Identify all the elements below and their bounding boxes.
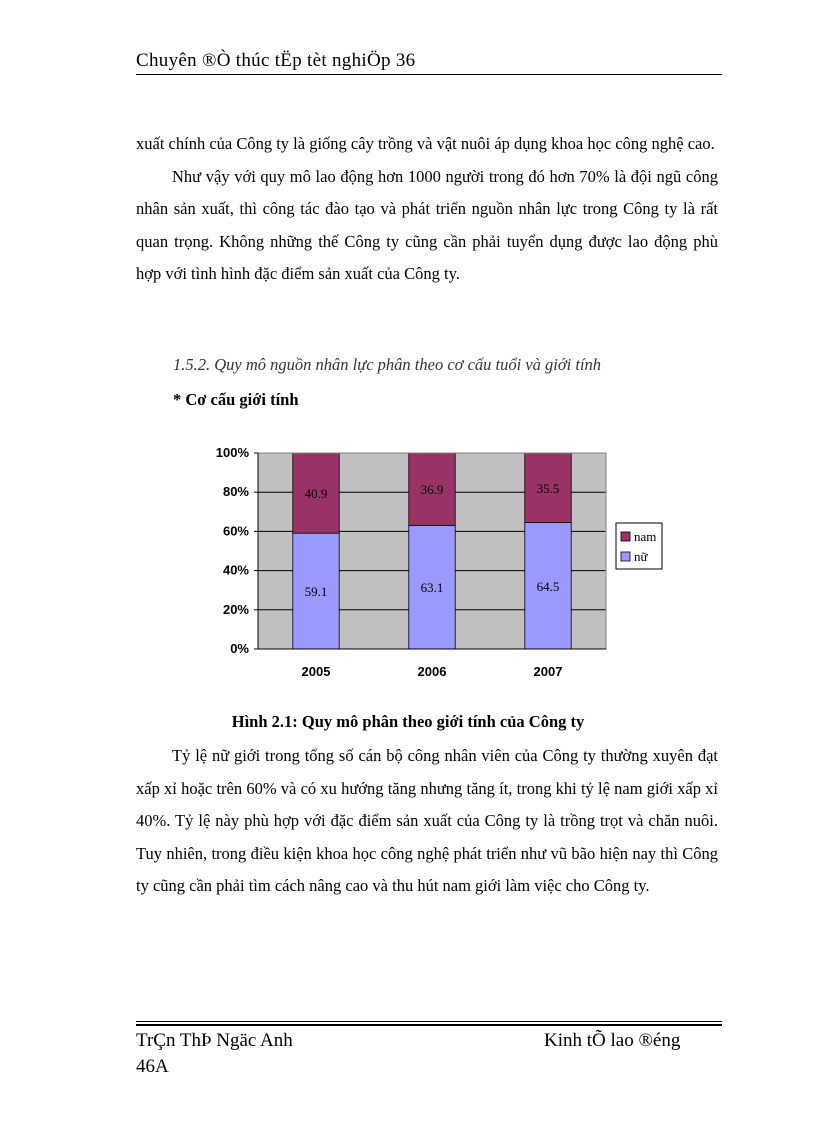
x-tick-label: 2005 xyxy=(301,664,331,679)
y-tick-label: 60% xyxy=(222,523,249,539)
legend-label-nam: nam xyxy=(634,529,657,544)
x-tick-label: 2006 xyxy=(417,664,447,679)
legend-label-nữ: nữ xyxy=(634,549,648,564)
analysis-paragraph: Tỷ lệ nữ giới trong tổng số cán bộ công nhân viên của Công ty thường xuyên đạt xấp xỉ hoặc trên 60% và có xu hướng tăng nhưng tăng ít, trong khi tỷ lệ nam giới xấp xỉ 40%. Tỷ lệ này phù hợp với đặc điểm sản xuất của Công ty là trồng trọt và chăn nuôi. Tuy nhiên, trong điều kiện khoa học công nghệ phát triển như vũ bão hiện nay thì Công ty cũng cần phải tìm cách nâng cao và thu hút nam giới làm việc cho Công ty. xyxy=(136,746,718,895)
bars xyxy=(293,453,571,649)
y-tick-label: 0% xyxy=(230,641,249,656)
footer-rule-thick xyxy=(136,1024,722,1026)
y-tick-label: 40% xyxy=(222,562,249,578)
data-label: 64.5 xyxy=(536,578,560,594)
paragraph-1: xuất chính của Công ty là giống cây trồng và vật nuôi áp dụng khoa học công nghệ cao. xyxy=(136,134,715,153)
intro-text xyxy=(136,128,718,291)
footer-author-block xyxy=(136,1028,293,1080)
legend-swatch-nam xyxy=(621,532,630,541)
footer-author: TrÇn ThÞ Ngäc Anh xyxy=(136,1030,293,1051)
page-header xyxy=(136,50,722,76)
y-tick-label: 20% xyxy=(222,601,249,617)
gender-structure-chart xyxy=(200,440,670,690)
bullet-heading: * Cơ cấu giới tính xyxy=(173,390,299,409)
subsection-title: 1.5.2. Quy mô nguồn nhân lực phân theo cơ cấu tuổi và giới tính xyxy=(173,355,602,374)
legend-swatch-nữ xyxy=(621,552,630,561)
paragraph-2: Như vậy với quy mô lao động hơn 1000 người trong đó hơn 70% là đội ngũ công nhân sản xuất, thì công tác đào tạo và phát triển nguồn nhân lực trong Công ty là rất quan trọng. Không những thế Công ty cũng cần phải tuyển dụng được lao động phù hợp với tình hình đặc điểm sản xuất của Công ty. xyxy=(136,166,718,283)
footer-rule xyxy=(136,1021,722,1022)
y-tick-label: 100% xyxy=(215,445,249,460)
chart-legend xyxy=(616,523,662,569)
y-tick-label: 80% xyxy=(222,484,249,500)
data-label: 40.9 xyxy=(304,486,328,502)
footer-class: 46A xyxy=(136,1056,169,1077)
data-label: 36.9 xyxy=(420,482,444,498)
header-rule xyxy=(136,74,722,75)
analysis-text xyxy=(136,740,718,903)
data-label: 35.5 xyxy=(536,480,560,496)
figure-caption: Hình 2.1: Quy mô phân theo giới tính của Công ty xyxy=(231,712,585,731)
data-label: 59.1 xyxy=(304,584,328,600)
header-title: Chuyên ®Ò thúc tËp tèt nghiÖp 36 xyxy=(136,50,416,71)
data-label: 63.1 xyxy=(420,580,444,596)
footer-department: Kinh tÕ lao ®éng xyxy=(544,1030,681,1051)
x-tick-label: 2007 xyxy=(533,664,563,679)
